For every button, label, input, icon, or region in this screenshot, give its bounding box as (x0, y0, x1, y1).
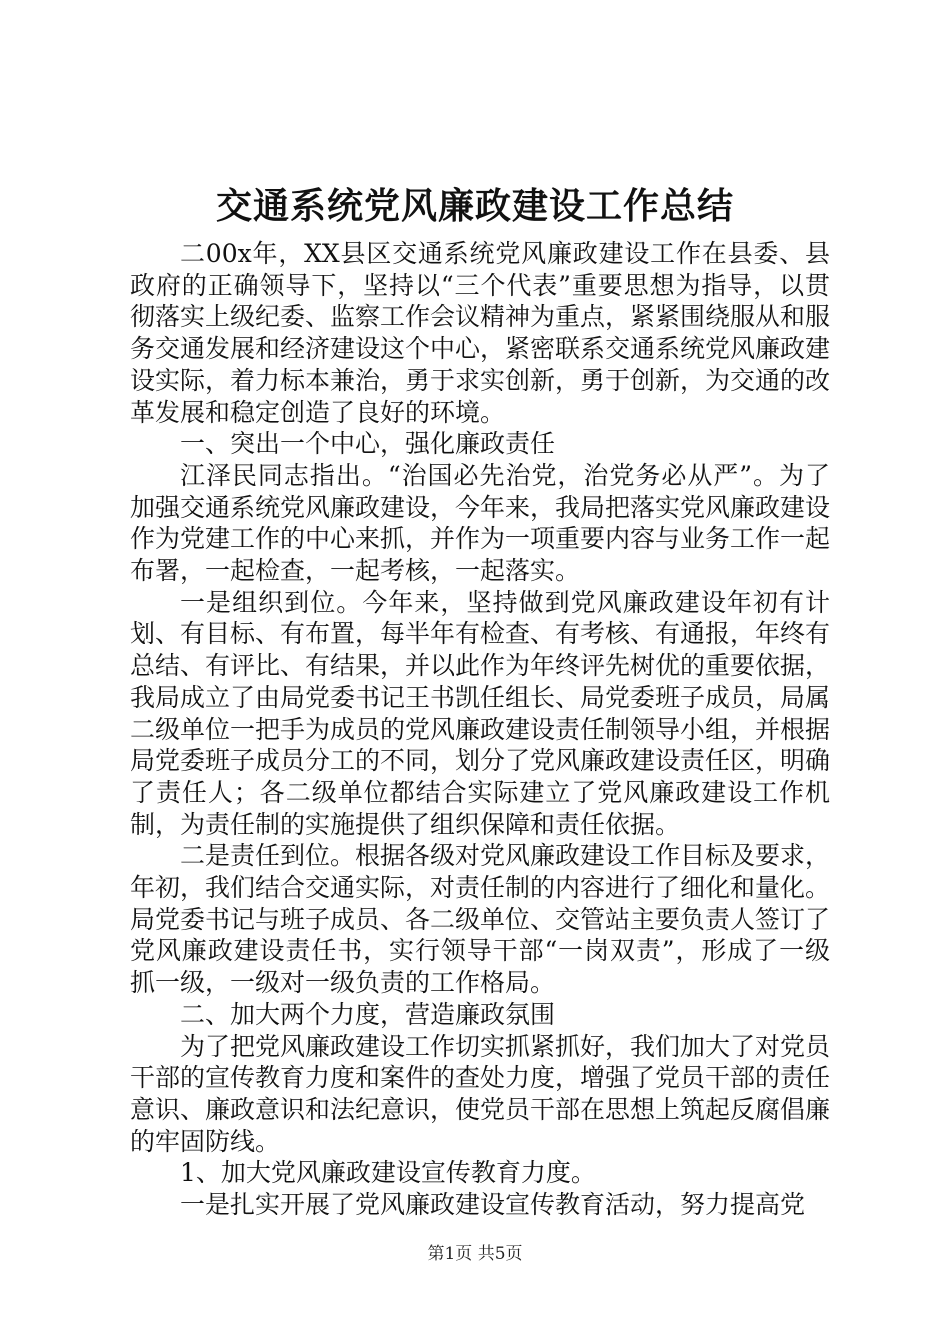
paragraph-section-2: 为了把党风廉政建设工作切实抓紧抓好，我们加大了对党员干部的宣传教育力度和案件的查处力度，增强了党员干部的责任意识、廉政意识和法纪意识，使党员干部在思想上筑起反腐倡廉的牢固防线。 (130, 1031, 831, 1156)
paragraph-organization: 一是组织到位。今年来，坚持做到党风廉政建设年初有计划、有目标、有布置，每半年有检查、有考核、有通报，年终有总结、有评比、有结果，并以此作为年终评先树优的重要依据，我局成立了由局党委书记王书凯任组长、局党委班子成员，局属二级单位一把手为成员的党风廉政建设责任制领导小组，并根据局党委班子成员分工的不同，划分了党风廉政建设责任区，明确了责任人；各二级单位都结合实际建立了党风廉政建设工作机制，为责任制的实施提供了组织保障和责任依据。 (130, 587, 831, 839)
document-body (130, 238, 830, 1221)
section-heading-1: 一、突出一个中心，强化廉政责任 (180, 429, 556, 459)
paragraph-section-1: 江泽民同志指出。“治国必先治党，治党务必从严”。为了加强交通系统党风廉政建设，今年来，我局把落实党风廉政建设作为党建工作的中心来抓，并作为一项重要内容与业务工作一起布署，一起检查，一起考核，一起落实。 (130, 460, 831, 586)
paragraph-responsibility: 二是责任到位。根据各级对党风廉政建设工作目标及要求，年初，我们结合交通实际，对责任制的内容进行了细化和量化。局党委书记与班子成员、各二级单位、交管站主要负责人签订了党风廉政建设责任书，实行领导干部“一岗双责”，形成了一级抓一级，一级对一级负责的工作格局。 (130, 841, 831, 998)
page-number-footer: 第1页 共5页 (427, 1244, 523, 1264)
paragraph-education: 一是扎实开展了党风廉政建设宣传教育活动，努力提高党 (180, 1190, 806, 1220)
subsection-heading-1: 1、加大党风廉政建设宣传教育力度。 (180, 1158, 596, 1188)
paragraph-intro: 二00x年，XX县区交通系统党风廉政建设工作在县委、县政府的正确领导下，坚持以“三个代表”重要思想为指导，以贯彻落实上级纪委、监察工作会议精神为重点，紧紧围绕服从和服务交通发展和经济建设这个中心，紧密联系交通系统党风廉政建设实际，着力标本兼治，勇于求实创新，勇于创新，为交通的改革发展和稳定创造了良好的环境。 (130, 239, 831, 427)
section-heading-2: 二、加大两个力度，营造廉政氛围 (180, 999, 556, 1029)
document-title: 交通系统党风廉政建设工作总结 (215, 185, 734, 227)
